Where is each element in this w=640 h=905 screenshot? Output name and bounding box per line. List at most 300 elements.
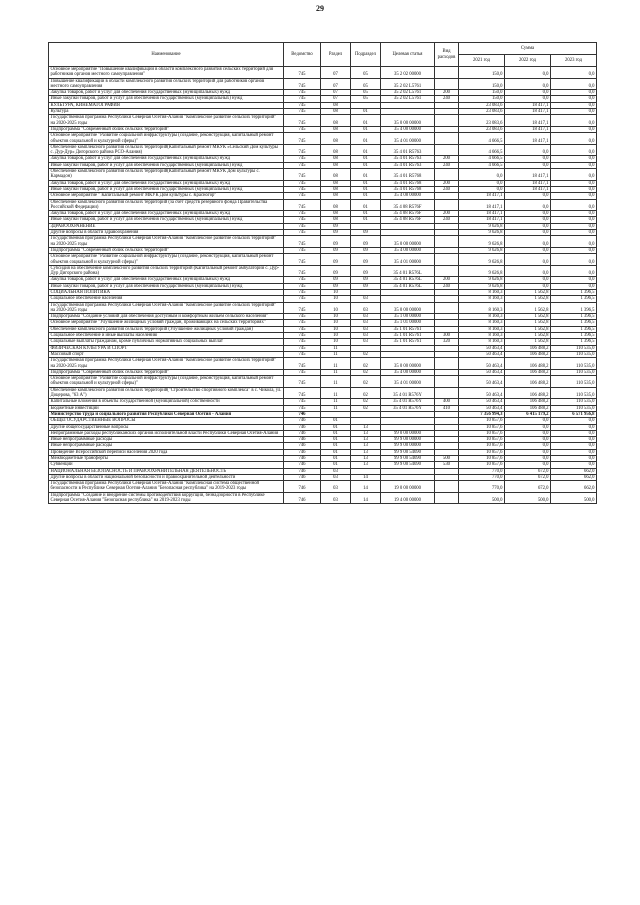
cell-2022: 106 488,2 bbox=[505, 376, 551, 388]
cell-2023: 0,0 bbox=[551, 133, 597, 145]
cell-2023: 0,0 bbox=[551, 230, 597, 236]
cell-dept: 745 bbox=[284, 247, 321, 253]
cell-2022: 106 488,2 bbox=[505, 399, 551, 405]
table-row bbox=[49, 265, 597, 277]
cell-2021: 23 083,6 bbox=[459, 102, 505, 108]
cell-2022: 0,0 bbox=[505, 156, 551, 162]
cell-target: 35 4 00 00000 bbox=[381, 247, 435, 253]
cell-2021: 9 626,8 bbox=[459, 230, 505, 236]
cell-dept: 745 bbox=[284, 217, 321, 223]
cell-2022: 0,0 bbox=[505, 449, 551, 455]
cell-target: 35 4 01 R576L bbox=[381, 283, 435, 289]
cell-dept: 746 bbox=[284, 411, 321, 417]
cell-2021: 9 626,8 bbox=[459, 236, 505, 248]
cell-2022: 0,0 bbox=[505, 144, 551, 156]
cell-2022: 0,0 bbox=[505, 78, 551, 90]
cell-dept: 745 bbox=[284, 399, 321, 405]
cell-subsection: 03 bbox=[351, 339, 381, 345]
cell-name: СОЦИАЛЬНАЯ ПОЛИТИКА bbox=[49, 289, 284, 295]
cell-target: 35 2 02 00000 bbox=[381, 67, 435, 79]
cell-target: 35 4 01 R5763 bbox=[381, 156, 435, 162]
cell-2021: 9 626,8 bbox=[459, 247, 505, 253]
cell-section: 03 bbox=[321, 481, 351, 493]
cell-2022: 0,0 bbox=[505, 96, 551, 102]
cell-name: Иные непрограммные расходы bbox=[49, 437, 284, 443]
cell-name: Обеспечение комплексного развития сельских территорий(Капитальный ремонт МКУК «Сельский Дом культуры с. Дур-Дур» Дигорского района РСО-Алания) bbox=[49, 144, 284, 156]
cell-dept: 746 bbox=[284, 492, 321, 504]
cell-dept: 745 bbox=[284, 199, 321, 211]
cell-2022: 0,0 bbox=[505, 193, 551, 199]
cell-subsection: 09 bbox=[351, 236, 381, 248]
cell-target: 35 2 02 L5761 bbox=[381, 96, 435, 102]
cell-subsection: 03 bbox=[351, 314, 381, 320]
cell-section: 08 bbox=[321, 169, 351, 181]
cell-target: 19 0 00 00000 bbox=[381, 481, 435, 493]
table-row bbox=[49, 481, 597, 493]
cell-subsection: 01 bbox=[351, 109, 381, 115]
cell-2023: 0,0 bbox=[551, 144, 597, 156]
cell-section: 10 bbox=[321, 320, 351, 326]
cell-dept: 745 bbox=[284, 102, 321, 108]
cell-expense bbox=[435, 265, 459, 277]
cell-name: Иные закупки товаров, работ и услуг для обеспечения государственных (муниципальных) нужд bbox=[49, 96, 284, 102]
cell-name: Министерство труда и социального развития Республики Северная Осетия - Алания bbox=[49, 411, 284, 417]
cell-dept: 745 bbox=[284, 78, 321, 90]
cell-2022: 0,0 bbox=[505, 230, 551, 236]
cell-subsection: 05 bbox=[351, 90, 381, 96]
cell-dept: 745 bbox=[284, 387, 321, 399]
cell-2021: 10 857,6 bbox=[459, 437, 505, 443]
cell-target: 35 4 01 R5763 bbox=[381, 144, 435, 156]
cell-subsection: 02 bbox=[351, 387, 381, 399]
cell-subsection: 14 bbox=[351, 481, 381, 493]
cell-section: 08 bbox=[321, 180, 351, 186]
cell-2021: 0,0 bbox=[459, 180, 505, 186]
cell-dept: 745 bbox=[284, 302, 321, 314]
cell-name: Подпрограмма "Создание условий для обеспечения доступным и комфортным жильем сельского населения" bbox=[49, 314, 284, 320]
cell-subsection: 01 bbox=[351, 133, 381, 145]
cell-2022: 0,0 bbox=[505, 247, 551, 253]
cell-2023: 0,0 bbox=[551, 90, 597, 96]
cell-2021: 23 083,6 bbox=[459, 126, 505, 132]
cell-2022: 106 488,2 bbox=[505, 358, 551, 370]
cell-name: Социальное обеспечение и иные выплаты населению bbox=[49, 333, 284, 339]
cell-expense: 200 bbox=[435, 277, 459, 283]
cell-2021: 50 463,4 bbox=[459, 369, 505, 375]
cell-name: Межбюджетные трансферты bbox=[49, 456, 284, 462]
cell-2023: 110 535,0 bbox=[551, 351, 597, 357]
cell-name: Повышение квалификации в области комплексного развития сельских территорий для работников органов местного самоуправления bbox=[49, 78, 284, 90]
cell-2023: 0,0 bbox=[551, 162, 597, 168]
cell-subsection: 13 bbox=[351, 456, 381, 462]
cell-dept: 745 bbox=[284, 277, 321, 283]
cell-name: ОБЩЕГОСУДАРСТВЕННЫЕ ВОПРОСЫ bbox=[49, 418, 284, 424]
cell-2022: 106 488,2 bbox=[505, 369, 551, 375]
cell-target: 35 4 01 R576Y bbox=[381, 387, 435, 399]
cell-expense bbox=[435, 254, 459, 266]
cell-2022: 1 562,8 bbox=[505, 333, 551, 339]
cell-section: 08 bbox=[321, 144, 351, 156]
cell-dept: 746 bbox=[284, 456, 321, 462]
cell-2023: 110 535,0 bbox=[551, 358, 597, 370]
cell-dept: 745 bbox=[284, 339, 321, 345]
cell-target: 35 1 01 00000 bbox=[381, 320, 435, 326]
cell-section: 11 bbox=[321, 369, 351, 375]
cell-section: 03 bbox=[321, 492, 351, 504]
cell-2022: 106 488,2 bbox=[505, 351, 551, 357]
cell-subsection: 01 bbox=[351, 193, 381, 199]
cell-expense bbox=[435, 199, 459, 211]
cell-section: 01 bbox=[321, 418, 351, 424]
cell-2022: 18 417,1 bbox=[505, 133, 551, 145]
cell-target: 99 9 00 54690 bbox=[381, 449, 435, 455]
cell-target: 35 4 01 R576L bbox=[381, 277, 435, 283]
cell-2021: 4 666,5 bbox=[459, 162, 505, 168]
cell-2022: 1 562,8 bbox=[505, 296, 551, 302]
cell-2021: 10 857,6 bbox=[459, 430, 505, 436]
cell-dept: 746 bbox=[284, 424, 321, 430]
cell-2023: 662,0 bbox=[551, 468, 597, 474]
cell-2021: 150,0 bbox=[459, 78, 505, 90]
cell-subsection: 14 bbox=[351, 492, 381, 504]
cell-target: 35 4 08 R576F bbox=[381, 211, 435, 217]
cell-2023: 0,0 bbox=[551, 430, 597, 436]
cell-subsection: 03 bbox=[351, 333, 381, 339]
cell-name: Обеспечение комплексного развития сельских территорий(Капитальный ремонт МКУК Дом культуры с. Кармадон) bbox=[49, 169, 284, 181]
cell-name: Подпрограмма "Современный облик сельских территорий" bbox=[49, 369, 284, 375]
cell-target: 35 2 02 L5761 bbox=[381, 90, 435, 96]
cell-section: 07 bbox=[321, 90, 351, 96]
cell-2022: 6 415 179,2 bbox=[505, 411, 551, 417]
cell-target: 35 4 01 R5768 bbox=[381, 180, 435, 186]
cell-2023: 110 535,0 bbox=[551, 345, 597, 351]
cell-2021: 8 160,3 bbox=[459, 314, 505, 320]
cell-target: 35 1 00 00000 bbox=[381, 314, 435, 320]
cell-name: Подпрограмма "Современный облик сельских территорий" bbox=[49, 247, 284, 253]
cell-section: 10 bbox=[321, 339, 351, 345]
cell-2023: 0,0 bbox=[551, 265, 597, 277]
cell-2021: 8 160,3 bbox=[459, 296, 505, 302]
cell-2022: 18 417,1 bbox=[505, 109, 551, 115]
cell-section: 08 bbox=[321, 102, 351, 108]
cell-target: 35 4 01 R576Y bbox=[381, 399, 435, 405]
table-row bbox=[49, 302, 597, 314]
cell-subsection: 13 bbox=[351, 462, 381, 468]
cell-2022: 106 488,2 bbox=[505, 345, 551, 351]
cell-subsection: 01 bbox=[351, 126, 381, 132]
cell-dept: 745 bbox=[284, 211, 321, 217]
cell-2022: 1 562,8 bbox=[505, 339, 551, 345]
cell-expense: 300 bbox=[435, 333, 459, 339]
cell-subsection: 09 bbox=[351, 277, 381, 283]
cell-2021: 10 857,6 bbox=[459, 418, 505, 424]
cell-subsection: 05 bbox=[351, 67, 381, 79]
cell-2022: 0,0 bbox=[505, 418, 551, 424]
cell-section: 10 bbox=[321, 314, 351, 320]
cell-expense bbox=[435, 358, 459, 370]
cell-2022: 672,0 bbox=[505, 481, 551, 493]
cell-expense: 200 bbox=[435, 211, 459, 217]
cell-2022: 0,0 bbox=[505, 211, 551, 217]
cell-2022: 0,0 bbox=[505, 217, 551, 223]
cell-name: Проведение Всероссийской переписи населения 2020 года bbox=[49, 449, 284, 455]
cell-2021: 8 160,3 bbox=[459, 326, 505, 332]
cell-subsection: 02 bbox=[351, 351, 381, 357]
cell-2023: 0,0 bbox=[551, 211, 597, 217]
cell-section: 11 bbox=[321, 387, 351, 399]
cell-name: Основное мероприятие " Капитальный ремонт МКУК Дом культуры с. Красногор" bbox=[49, 193, 284, 199]
cell-dept: 745 bbox=[284, 133, 321, 145]
cell-expense: 240 bbox=[435, 283, 459, 289]
cell-2021: 770,0 bbox=[459, 474, 505, 480]
cell-dept: 745 bbox=[284, 289, 321, 295]
cell-2022: 18 417,1 bbox=[505, 169, 551, 181]
cell-section: 09 bbox=[321, 283, 351, 289]
cell-dept: 745 bbox=[284, 369, 321, 375]
cell-name: Закупка товаров, работ и услуг для обеспечения государственных (муниципальных) нужд bbox=[49, 211, 284, 217]
cell-section: 01 bbox=[321, 437, 351, 443]
cell-name: Обеспечение комплексного развития сельских территорий("Строительство спортивного комплекса" в с. Чикола, ул. Доцерова, "63 А") bbox=[49, 387, 284, 399]
cell-subsection: 01 bbox=[351, 156, 381, 162]
cell-name: ЗДРАВООХРАНЕНИЕ bbox=[49, 223, 284, 229]
budget-table bbox=[48, 42, 597, 504]
cell-dept: 745 bbox=[284, 223, 321, 229]
page-number: 29 bbox=[316, 4, 324, 13]
cell-2023: 0,0 bbox=[551, 180, 597, 186]
cell-name: Бюджетные инвестиции bbox=[49, 405, 284, 411]
cell-2023: 0,0 bbox=[551, 283, 597, 289]
cell-2022: 1 562,8 bbox=[505, 320, 551, 326]
cell-section: 03 bbox=[321, 474, 351, 480]
cell-2021: 150,0 bbox=[459, 96, 505, 102]
cell-name: Государственная программа Республики Северная Осетия-Алания "Комплексное развитие сельских территорий" на 2020-2025 годы bbox=[49, 302, 284, 314]
cell-2023: 6 571 956,8 bbox=[551, 411, 597, 417]
cell-2023: 1 396,5 bbox=[551, 289, 597, 295]
cell-name: Капитальные вложения в объекты государственной (муниципальной) собственности bbox=[49, 399, 284, 405]
cell-dept: 745 bbox=[284, 283, 321, 289]
cell-dept: 746 bbox=[284, 430, 321, 436]
cell-expense bbox=[435, 67, 459, 79]
cell-2021: 50 463,4 bbox=[459, 376, 505, 388]
cell-target: 35 4 00 00000 bbox=[381, 369, 435, 375]
cell-subsection: 02 bbox=[351, 369, 381, 375]
cell-section: 08 bbox=[321, 109, 351, 115]
cell-target: 35 0 00 00000 bbox=[381, 302, 435, 314]
cell-section: 08 bbox=[321, 126, 351, 132]
cell-2022: 500,0 bbox=[505, 492, 551, 504]
cell-2021: 18 417,1 bbox=[459, 199, 505, 211]
cell-2023: 0,0 bbox=[551, 78, 597, 90]
cell-name: Основное мероприятие "Повышение квалификации в области комплексного развития сельских территорий для работников органов местного самоуправления" bbox=[49, 67, 284, 79]
cell-section: 11 bbox=[321, 376, 351, 388]
cell-name: ФИЗИЧЕСКАЯ КУЛЬТУРА И СПОРТ bbox=[49, 345, 284, 351]
cell-subsection: 01 bbox=[351, 169, 381, 181]
table-row bbox=[49, 115, 597, 127]
cell-2021: 9 626,8 bbox=[459, 223, 505, 229]
cell-2022: 0,0 bbox=[505, 277, 551, 283]
cell-target: 35 4 00 00000 bbox=[381, 126, 435, 132]
cell-section: 09 bbox=[321, 230, 351, 236]
cell-target: 35 2 02 L5761 bbox=[381, 78, 435, 90]
cell-expense bbox=[435, 492, 459, 504]
cell-2022: 1 562,8 bbox=[505, 326, 551, 332]
cell-dept: 745 bbox=[284, 156, 321, 162]
cell-section: 08 bbox=[321, 115, 351, 127]
cell-2023: 0,0 bbox=[551, 277, 597, 283]
cell-2022: 1 562,8 bbox=[505, 302, 551, 314]
cell-section: 07 bbox=[321, 67, 351, 79]
cell-name: НАЦИОНАЛЬНАЯ БЕЗОПАСНОСТЬ И ПРАВООХРАНИТЕЛЬНАЯ ДЕЯТЕЛЬНОСТЬ bbox=[49, 468, 284, 474]
cell-2021: 770,0 bbox=[459, 481, 505, 493]
cell-target: 19 4 00 00000 bbox=[381, 492, 435, 504]
cell-subsection: 09 bbox=[351, 265, 381, 277]
cell-2023: 110 535,0 bbox=[551, 405, 597, 411]
cell-dept: 745 bbox=[284, 90, 321, 96]
cell-2023: 1 396,5 bbox=[551, 326, 597, 332]
cell-dept: 746 bbox=[284, 462, 321, 468]
cell-section: 11 bbox=[321, 345, 351, 351]
cell-dept: 746 bbox=[284, 474, 321, 480]
cell-2022: 0,0 bbox=[505, 443, 551, 449]
cell-section: 09 bbox=[321, 254, 351, 266]
cell-dept: 745 bbox=[284, 67, 321, 79]
cell-dept: 745 bbox=[284, 345, 321, 351]
cell-dept: 745 bbox=[284, 230, 321, 236]
cell-2023: 0,0 bbox=[551, 236, 597, 248]
cell-subsection: 14 bbox=[351, 474, 381, 480]
cell-2023: 110 535,0 bbox=[551, 376, 597, 388]
cell-section: 11 bbox=[321, 351, 351, 357]
cell-section: 10 bbox=[321, 296, 351, 302]
cell-dept: 745 bbox=[284, 169, 321, 181]
cell-2022: 1 562,8 bbox=[505, 289, 551, 295]
cell-2022: 0,0 bbox=[505, 283, 551, 289]
cell-subsection: 01 bbox=[351, 115, 381, 127]
cell-subsection: 03 bbox=[351, 296, 381, 302]
cell-2022: 0,0 bbox=[505, 456, 551, 462]
cell-2023: 0,0 bbox=[551, 449, 597, 455]
cell-name: Подпрограмма "Современный облик сельских территорий" bbox=[49, 126, 284, 132]
cell-subsection: 09 bbox=[351, 283, 381, 289]
cell-subsection: 02 bbox=[351, 399, 381, 405]
cell-2023: 0,0 bbox=[551, 462, 597, 468]
cell-subsection: 01 bbox=[351, 144, 381, 156]
cell-expense bbox=[435, 376, 459, 388]
cell-2021: 50 463,4 bbox=[459, 358, 505, 370]
cell-target: 35 0 00 00000 bbox=[381, 236, 435, 248]
cell-2022: 106 488,2 bbox=[505, 387, 551, 399]
cell-section: 09 bbox=[321, 265, 351, 277]
cell-expense bbox=[435, 387, 459, 399]
cell-expense: 200 bbox=[435, 90, 459, 96]
cell-target: 35 0 00 00000 bbox=[381, 358, 435, 370]
cell-subsection: 02 bbox=[351, 358, 381, 370]
cell-2023: 0,0 bbox=[551, 186, 597, 192]
cell-section: 01 bbox=[321, 443, 351, 449]
table-row bbox=[49, 236, 597, 248]
cell-subsection: 13 bbox=[351, 424, 381, 430]
col-header-section: Раздел bbox=[321, 43, 351, 67]
cell-target: 35 4 01 R5768 bbox=[381, 169, 435, 181]
cell-name: Закупка товаров, работ и услуг для обеспечения государственных (муниципальных) нужд bbox=[49, 180, 284, 186]
cell-expense: 410 bbox=[435, 405, 459, 411]
cell-subsection: 01 bbox=[351, 217, 381, 223]
cell-expense: 240 bbox=[435, 217, 459, 223]
cell-target: 35 1 01 R5761 bbox=[381, 333, 435, 339]
cell-dept: 746 bbox=[284, 468, 321, 474]
col-header-2021: 2021 год bbox=[459, 55, 505, 67]
cell-2022: 18 417,1 bbox=[505, 180, 551, 186]
cell-name: Основное мероприятие "Улучшение жилищных условий граждан, проживающих на сельских территориях" bbox=[49, 320, 284, 326]
cell-name: Иные закупки товаров, работ и услуг для обеспечения государственных (муниципальных) нужд bbox=[49, 186, 284, 192]
cell-2023: 662,0 bbox=[551, 474, 597, 480]
cell-subsection: 01 bbox=[351, 162, 381, 168]
cell-expense bbox=[435, 78, 459, 90]
cell-2023: 0,0 bbox=[551, 443, 597, 449]
cell-expense: 200 bbox=[435, 180, 459, 186]
table-row bbox=[49, 133, 597, 145]
cell-2023: 110 535,0 bbox=[551, 399, 597, 405]
cell-2022: 0,0 bbox=[505, 236, 551, 248]
cell-section: 08 bbox=[321, 133, 351, 145]
table-row bbox=[49, 169, 597, 181]
cell-2023: 0,0 bbox=[551, 193, 597, 199]
cell-name: Другие вопросы в области национальной безопасности и правоохранительной деятельности bbox=[49, 474, 284, 480]
cell-2023: 0,0 bbox=[551, 217, 597, 223]
cell-2021: 10 857,6 bbox=[459, 456, 505, 462]
cell-dept: 745 bbox=[284, 254, 321, 266]
cell-dept: 745 bbox=[284, 333, 321, 339]
cell-dept: 745 bbox=[284, 236, 321, 248]
cell-subsection: 05 bbox=[351, 78, 381, 90]
cell-subsection: 02 bbox=[351, 405, 381, 411]
col-header-sum: Сумма bbox=[459, 43, 597, 55]
cell-2021: 10 857,6 bbox=[459, 449, 505, 455]
cell-target: 35 1 01 R5761 bbox=[381, 339, 435, 345]
cell-section: 01 bbox=[321, 424, 351, 430]
cell-2022: 18 417,1 bbox=[505, 186, 551, 192]
cell-2023: 662,0 bbox=[551, 481, 597, 493]
cell-2021: 9 626,8 bbox=[459, 254, 505, 266]
cell-target: 99 9 00 00000 bbox=[381, 443, 435, 449]
cell-2022: 672,0 bbox=[505, 474, 551, 480]
table-row bbox=[49, 78, 597, 90]
cell-2021: 10 857,6 bbox=[459, 424, 505, 430]
cell-subsection: 13 bbox=[351, 430, 381, 436]
cell-section: 11 bbox=[321, 405, 351, 411]
cell-dept: 745 bbox=[284, 162, 321, 168]
cell-target: 35 0 00 00000 bbox=[381, 115, 435, 127]
cell-2023: 0,0 bbox=[551, 254, 597, 266]
cell-2023: 0,0 bbox=[551, 418, 597, 424]
cell-target: 35 1 01 R5761 bbox=[381, 326, 435, 332]
cell-section: 10 bbox=[321, 326, 351, 332]
cell-target: 35 4 01 00000 bbox=[381, 376, 435, 388]
table-header-row bbox=[49, 43, 597, 55]
cell-2022: 18 417,1 bbox=[505, 126, 551, 132]
cell-expense: 530 bbox=[435, 462, 459, 468]
cell-target: 35 4 01 R576L bbox=[381, 265, 435, 277]
cell-subsection: 03 bbox=[351, 320, 381, 326]
cell-target: 35 4 08 R576F bbox=[381, 199, 435, 211]
cell-name: Подпрограмма "Создание и внедрение системы противодействия коррупции, безнадзорности в Республике Северная Осетия-Алания "Безопасная республика" на 2019-2023 годы bbox=[49, 492, 284, 504]
cell-section: 11 bbox=[321, 399, 351, 405]
table-row bbox=[49, 387, 597, 399]
cell-2023: 0,0 bbox=[551, 126, 597, 132]
cell-dept: 746 bbox=[284, 481, 321, 493]
cell-2022: 0,0 bbox=[505, 254, 551, 266]
cell-dept: 745 bbox=[284, 115, 321, 127]
